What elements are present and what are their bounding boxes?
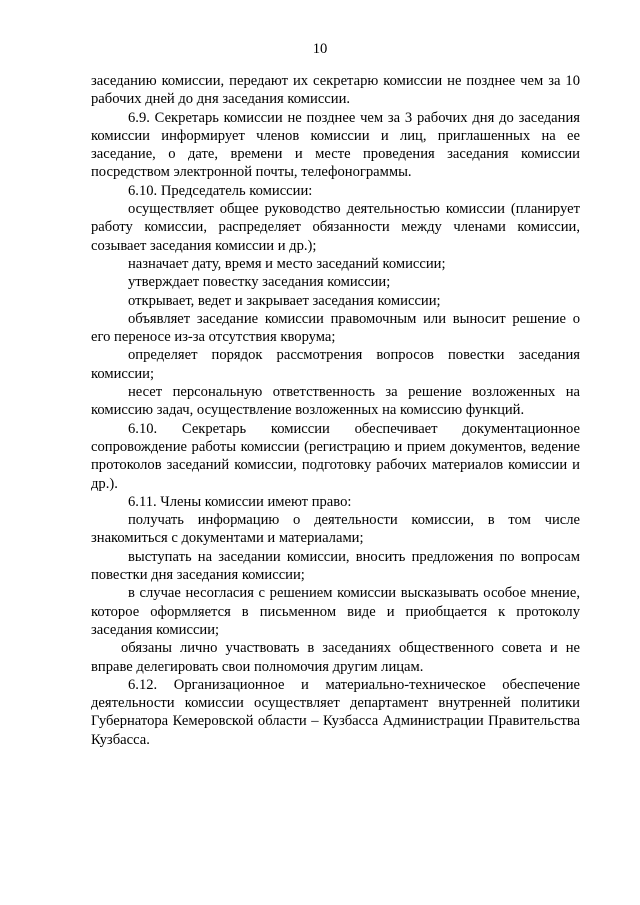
list-item: выступать на заседании комиссии, вносить предложения по вопросам повестки дня заседания комиссии; [91,548,580,584]
paragraph-6-9: 6.9. Секретарь комиссии не позднее чем за 3 рабочих дня до заседания комиссии информирует членов комиссии и лиц, приглашенных на ее заседание, о дате, времени и месте проведения заседания комиссии посредством электронной почты, телефонограммы. [91,109,580,181]
paragraph-6-10-secretary: 6.10. Секретарь комиссии обеспечивает документационное сопровождение работы комиссии (регистрацию и прием документов, ведение протоколов заседаний комиссии, подготовку рабочих материалов комиссии и др.). [91,420,580,492]
list-item: несет персональную ответственность за решение возложенных на комиссию задач, осуществление возложенных на комиссию функций. [91,384,580,419]
list-item: в случае несогласия с решением комиссии высказывать особое мнение, которое оформляется в письменном виде и приобщается к протоколу заседания комиссии; [91,585,580,638]
list-item: назначает дату, время и место заседаний комиссии; [128,255,446,272]
paragraph-6-11: 6.11. Члены комиссии имеют право: [128,493,352,510]
list-item: осуществляет общее руководство деятельностью комиссии (планирует работу комиссии, распределяет обязанности между членами комиссии, созывает заседания комиссии и др.); [91,201,580,254]
paragraph-6-10-chairman: 6.10. Председатель комиссии: [128,182,313,199]
page-number: 10 [312,41,328,57]
list-item: открывает, ведет и закрывает заседания комиссии; [128,292,441,309]
list-item: получать информацию о деятельности комиссии, в том числе знакомиться с документами и материалами; [91,512,580,547]
document-body [91,72,580,749]
list-item: объявляет заседание комиссии правомочным или выносит решение о его переносе из-за отсутствия кворума; [91,310,580,346]
paragraph-continuation: заседанию комиссии, передают их секретарю комиссии не позднее чем за 10 рабочих дней до дня заседания комиссии. [91,73,580,108]
list-item: определяет порядок рассмотрения вопросов повестки заседания комиссии; [91,347,580,382]
list-item: обязаны лично участвовать в заседаниях общественного совета и не вправе делегировать свои полномочия другим лицам. [91,640,580,675]
paragraph-6-12: 6.12. Организационное и материально-техническое обеспечение деятельности комиссии осуществляет департамент внутренней политики Губернатора Кемеровской области – Кузбасса Администрации Правительства Кузбасса. [91,676,580,748]
list-item: утверждает повестку заседания комиссии; [128,274,391,291]
